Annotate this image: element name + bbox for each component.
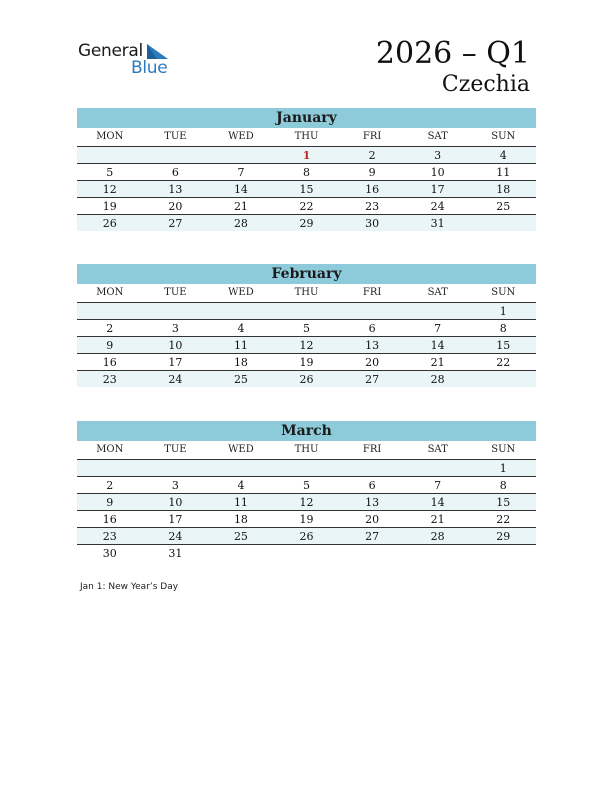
weekday-label: WED bbox=[228, 444, 254, 455]
day-cell: 16 bbox=[102, 513, 117, 526]
week-row bbox=[77, 494, 536, 511]
day-cell: 13 bbox=[365, 339, 380, 352]
month-table-february bbox=[77, 264, 536, 387]
day-cell: 19 bbox=[299, 513, 314, 526]
day-cell bbox=[208, 147, 274, 163]
weekday-label: FRI bbox=[362, 131, 382, 142]
day-cell: 14 bbox=[430, 339, 445, 352]
day-cell: 16 bbox=[365, 183, 380, 196]
day-cell: 23 bbox=[102, 373, 117, 386]
day-cell: 22 bbox=[496, 513, 511, 526]
weekday-header-row bbox=[77, 441, 536, 460]
holiday-note: Jan 1: New Year’s Day bbox=[80, 582, 179, 592]
day-cell bbox=[274, 545, 340, 561]
weekday-label: SUN bbox=[491, 287, 516, 298]
day-cell: 9 bbox=[368, 166, 376, 179]
week-row bbox=[77, 354, 536, 371]
month-name: March bbox=[77, 421, 536, 441]
week-row bbox=[77, 320, 536, 337]
weekday-label: THU bbox=[294, 444, 319, 455]
day-cell: 17 bbox=[430, 183, 445, 196]
country-name: Czechia bbox=[441, 72, 530, 97]
day-cell: 28 bbox=[430, 373, 445, 386]
day-cell: 9 bbox=[106, 496, 114, 509]
day-cell: 11 bbox=[233, 339, 248, 352]
month-name: February bbox=[77, 264, 536, 284]
weekday-label: WED bbox=[228, 131, 254, 142]
week-row bbox=[77, 303, 536, 320]
week-row bbox=[77, 147, 536, 164]
day-cell: 5 bbox=[106, 166, 114, 179]
day-cell: 1 bbox=[499, 305, 507, 318]
day-cell: 6 bbox=[171, 166, 179, 179]
week-row bbox=[77, 528, 536, 545]
day-cell: 19 bbox=[299, 356, 314, 369]
day-cell: 29 bbox=[299, 217, 314, 230]
generalblue-logo bbox=[78, 41, 178, 81]
day-cell: 4 bbox=[237, 322, 245, 335]
day-cell: 9 bbox=[106, 339, 114, 352]
day-cell bbox=[143, 303, 209, 319]
day-cell bbox=[470, 371, 536, 387]
day-cell: 30 bbox=[365, 217, 380, 230]
weekday-label: SAT bbox=[427, 444, 448, 455]
day-cell: 25 bbox=[233, 530, 248, 543]
day-cell: 27 bbox=[365, 530, 380, 543]
day-cell bbox=[208, 460, 274, 476]
day-cell: 10 bbox=[168, 496, 183, 509]
day-cell bbox=[77, 147, 143, 163]
week-row bbox=[77, 198, 536, 215]
day-cell: 7 bbox=[237, 166, 245, 179]
day-cell: 17 bbox=[168, 513, 183, 526]
day-cell: 12 bbox=[102, 183, 117, 196]
day-cell bbox=[77, 460, 143, 476]
day-cell bbox=[405, 545, 471, 561]
day-cell: 27 bbox=[168, 217, 183, 230]
day-cell: 5 bbox=[303, 322, 311, 335]
day-cell: 2 bbox=[106, 322, 114, 335]
day-cell: 15 bbox=[496, 496, 511, 509]
day-cell bbox=[274, 303, 340, 319]
day-cell: 27 bbox=[365, 373, 380, 386]
week-row bbox=[77, 215, 536, 231]
weekday-label: WED bbox=[228, 287, 254, 298]
day-cell: 3 bbox=[171, 479, 179, 492]
day-cell: 1 bbox=[499, 462, 507, 475]
day-cell: 7 bbox=[434, 479, 442, 492]
day-cell: 20 bbox=[365, 513, 380, 526]
day-cell: 25 bbox=[233, 373, 248, 386]
day-cell: 13 bbox=[168, 183, 183, 196]
day-cell: 24 bbox=[430, 200, 445, 213]
day-cell bbox=[208, 545, 274, 561]
week-row bbox=[77, 477, 536, 494]
day-cell: 21 bbox=[430, 356, 445, 369]
day-cell bbox=[143, 147, 209, 163]
day-cell: 26 bbox=[102, 217, 117, 230]
day-cell bbox=[470, 215, 536, 231]
weekday-label: SUN bbox=[491, 444, 516, 455]
day-cell: 4 bbox=[499, 149, 507, 162]
day-cell bbox=[405, 303, 471, 319]
weekday-label: TUE bbox=[164, 444, 187, 455]
weekday-label: SAT bbox=[427, 287, 448, 298]
month-table-march bbox=[77, 421, 536, 561]
week-row bbox=[77, 181, 536, 198]
day-cell: 30 bbox=[102, 547, 117, 560]
weekday-label: TUE bbox=[164, 287, 187, 298]
day-cell: 13 bbox=[365, 496, 380, 509]
weekday-label: FRI bbox=[362, 287, 382, 298]
day-cell bbox=[77, 303, 143, 319]
day-cell: 25 bbox=[496, 200, 511, 213]
day-cell: 20 bbox=[168, 200, 183, 213]
day-cell: 18 bbox=[233, 513, 248, 526]
day-cell: 22 bbox=[299, 200, 314, 213]
day-cell: 4 bbox=[237, 479, 245, 492]
weekday-label: MON bbox=[96, 287, 124, 298]
day-cell: 15 bbox=[299, 183, 314, 196]
week-row bbox=[77, 545, 536, 561]
day-cell: 10 bbox=[168, 339, 183, 352]
day-cell: 17 bbox=[168, 356, 183, 369]
day-cell: 21 bbox=[233, 200, 248, 213]
day-cell: 29 bbox=[496, 530, 511, 543]
day-cell: 23 bbox=[365, 200, 380, 213]
day-cell: 15 bbox=[496, 339, 511, 352]
day-cell: 8 bbox=[499, 479, 507, 492]
week-row bbox=[77, 164, 536, 181]
day-cell: 19 bbox=[102, 200, 117, 213]
weekday-label: MON bbox=[96, 131, 124, 142]
day-cell: 2 bbox=[368, 149, 376, 162]
day-cell: 31 bbox=[430, 217, 445, 230]
week-row bbox=[77, 371, 536, 387]
day-cell: 14 bbox=[233, 183, 248, 196]
weekday-label: TUE bbox=[164, 131, 187, 142]
day-cell: 8 bbox=[303, 166, 311, 179]
week-row bbox=[77, 460, 536, 477]
day-cell: 11 bbox=[233, 496, 248, 509]
month-table-january bbox=[77, 108, 536, 231]
weekday-header-row bbox=[77, 284, 536, 303]
weekday-label: SUN bbox=[491, 131, 516, 142]
day-cell: 3 bbox=[434, 149, 442, 162]
month-name: January bbox=[77, 108, 536, 128]
week-row bbox=[77, 337, 536, 354]
day-cell: 24 bbox=[168, 530, 183, 543]
week-row bbox=[77, 511, 536, 528]
day-cell bbox=[339, 460, 405, 476]
day-cell: 22 bbox=[496, 356, 511, 369]
day-cell: 5 bbox=[303, 479, 311, 492]
page-title: 2026 – Q1 bbox=[375, 36, 530, 71]
weekday-label: THU bbox=[294, 131, 319, 142]
day-cell: 3 bbox=[171, 322, 179, 335]
day-cell: 24 bbox=[168, 373, 183, 386]
day-cell: 12 bbox=[299, 339, 314, 352]
day-cell: 23 bbox=[102, 530, 117, 543]
day-cell bbox=[208, 303, 274, 319]
day-cell: 7 bbox=[434, 322, 442, 335]
day-cell: 28 bbox=[233, 217, 248, 230]
day-cell bbox=[274, 460, 340, 476]
day-cell bbox=[470, 545, 536, 561]
day-cell: 10 bbox=[430, 166, 445, 179]
day-cell: 26 bbox=[299, 530, 314, 543]
day-cell: 11 bbox=[496, 166, 511, 179]
day-cell: 18 bbox=[233, 356, 248, 369]
holiday-day-cell: 1 bbox=[302, 149, 311, 162]
day-cell: 6 bbox=[368, 479, 376, 492]
day-cell: 6 bbox=[368, 322, 376, 335]
day-cell bbox=[405, 460, 471, 476]
day-cell: 28 bbox=[430, 530, 445, 543]
day-cell: 26 bbox=[299, 373, 314, 386]
logo-text-general: General bbox=[78, 41, 143, 61]
day-cell bbox=[143, 460, 209, 476]
day-cell: 8 bbox=[499, 322, 507, 335]
day-cell: 16 bbox=[102, 356, 117, 369]
weekday-label: SAT bbox=[427, 131, 448, 142]
day-cell: 31 bbox=[168, 547, 183, 560]
weekday-header-row bbox=[77, 128, 536, 147]
day-cell: 12 bbox=[299, 496, 314, 509]
weekday-label: THU bbox=[294, 287, 319, 298]
logo-text-blue: Blue bbox=[131, 58, 168, 78]
day-cell: 21 bbox=[430, 513, 445, 526]
day-cell bbox=[339, 303, 405, 319]
day-cell: 14 bbox=[430, 496, 445, 509]
weekday-label: MON bbox=[96, 444, 124, 455]
day-cell: 2 bbox=[106, 479, 114, 492]
day-cell bbox=[339, 545, 405, 561]
day-cell: 20 bbox=[365, 356, 380, 369]
day-cell: 18 bbox=[496, 183, 511, 196]
weekday-label: FRI bbox=[362, 444, 382, 455]
